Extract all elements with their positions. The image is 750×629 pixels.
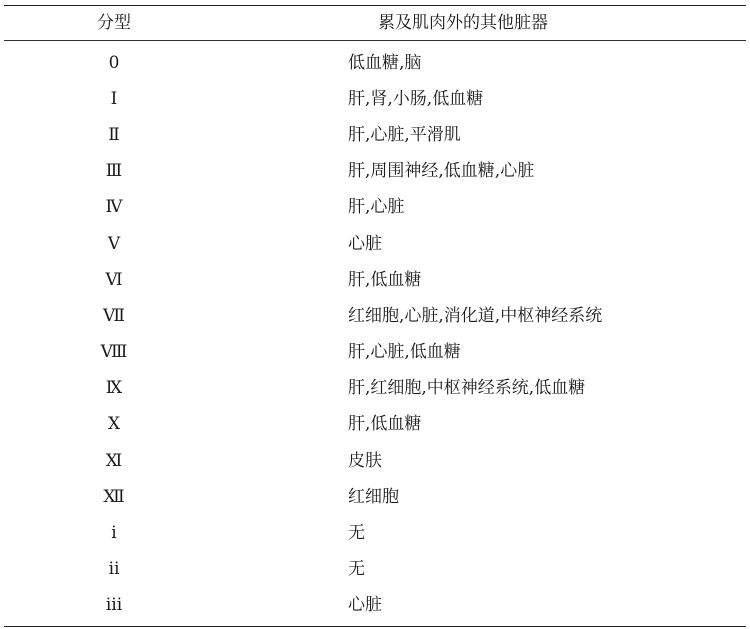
row-organs: 肝,低血糖 (348, 414, 422, 435)
row-type: ⅲ (105, 595, 123, 616)
row-organs: 肝,心脏 (348, 197, 405, 218)
table-bottom-rule (4, 626, 746, 627)
row-type: Ⅴ (107, 233, 121, 254)
row-organs: 心脏 (348, 233, 382, 254)
row-organs: 肝,肾,小肠,低血糖 (348, 88, 484, 109)
glycogen-storage-table (4, 5, 746, 627)
table-row (4, 515, 746, 551)
row-type: Ⅱ (108, 124, 120, 145)
row-type: Ⅶ (103, 305, 125, 326)
row-type: 0 (108, 52, 120, 73)
row-organs: 低血糖,脑 (348, 52, 422, 73)
row-type: Ⅷ (100, 342, 128, 363)
table-row (4, 117, 746, 153)
row-type: Ⅲ (105, 161, 123, 182)
row-type: ⅱ (108, 559, 120, 580)
table-row (4, 81, 746, 117)
table-row (4, 335, 746, 371)
table-row (4, 588, 746, 624)
row-type: Ⅵ (105, 269, 123, 290)
row-organs: 心脏 (348, 595, 382, 616)
table-row (4, 443, 746, 479)
table-row (4, 552, 746, 588)
table-row (4, 262, 746, 298)
row-organs: 皮肤 (348, 450, 382, 471)
table-row (4, 371, 746, 407)
row-organs: 肝,周围神经,低血糖,心脏 (348, 161, 535, 182)
header-organs: 累及肌肉外的其他脏器 (378, 12, 548, 33)
row-organs: 红细胞 (348, 486, 399, 507)
row-type: Ⅸ (105, 378, 123, 399)
table-row (4, 45, 746, 81)
row-organs: 肝,红细胞,中枢神经系统,低血糖 (348, 378, 586, 399)
table-row (4, 298, 746, 334)
row-type: Ⅳ (105, 197, 123, 218)
row-type: Ⅺ (105, 450, 123, 471)
row-type: Ⅹ (107, 414, 121, 435)
row-type: ⅰ (111, 523, 117, 544)
table-row (4, 407, 746, 443)
row-organs: 无 (348, 559, 365, 580)
table-row (4, 154, 746, 190)
row-organs: 肝,心脏,低血糖 (348, 342, 461, 363)
row-type: Ⅻ (103, 486, 125, 507)
table-row (4, 479, 746, 515)
table-header-row (4, 6, 746, 40)
table-row (4, 226, 746, 262)
row-organs: 肝,低血糖 (348, 269, 422, 290)
row-organs: 肝,心脏,平滑肌 (348, 124, 461, 145)
row-type: Ⅰ (110, 88, 118, 109)
header-type: 分型 (97, 12, 131, 33)
table-body (4, 41, 746, 626)
row-organs: 红细胞,心脏,消化道,中枢神经系统 (348, 305, 603, 326)
row-organs: 无 (348, 523, 365, 544)
table-row (4, 190, 746, 226)
